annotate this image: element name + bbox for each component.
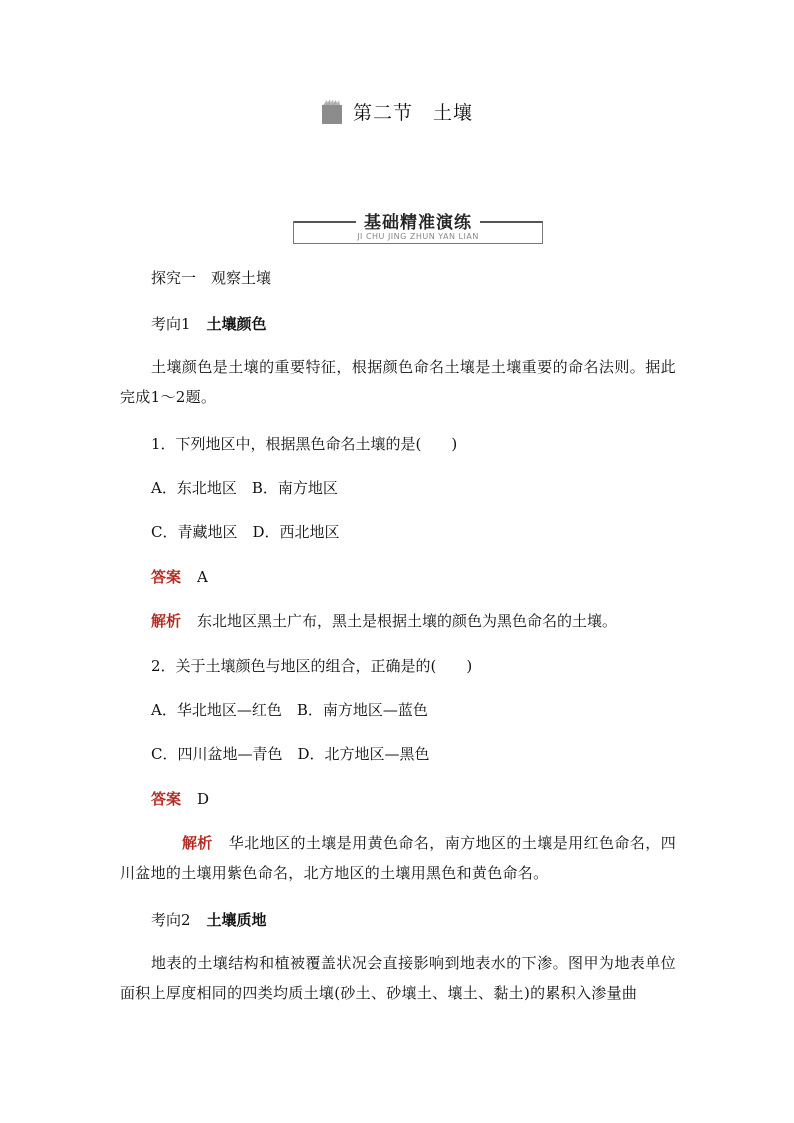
analysis-text: 华北地区的土壤是用黄色命名，南方地区的土壤是用红色命名，四川盆地的土壤用紫色命名，北方地区的土壤用黑色和黄色命名。 bbox=[120, 834, 676, 882]
answer-label: 答案 bbox=[151, 568, 182, 586]
question-1-options-ab: A．东北地区 B．南方地区 bbox=[151, 479, 338, 497]
question-1-analysis bbox=[151, 610, 676, 632]
question-1-stem: 1．下列地区中，根据黑色命名土壤的是( ) bbox=[151, 435, 458, 453]
answer-value: D bbox=[197, 790, 210, 808]
direction-1-heading bbox=[151, 313, 676, 335]
book-icon bbox=[321, 99, 343, 125]
direction-1-number: 考向1 bbox=[151, 315, 191, 333]
section-banner bbox=[293, 206, 543, 244]
banner-pinyin: JI CHU JING ZHUN YAN LIAN bbox=[357, 232, 479, 241]
direction-2-title: 土壤质地 bbox=[206, 911, 267, 929]
question-1-options-cd: C．青藏地区 D．西北地区 bbox=[151, 523, 340, 541]
answer-value: A bbox=[197, 568, 208, 586]
intro-paragraph-1: 土壤颜色是土壤的重要特征，根据颜色命名土壤是土壤重要的命名法则。据此完成1～2题。 bbox=[120, 358, 676, 406]
section-title bbox=[0, 98, 794, 129]
analysis-label: 解析 bbox=[182, 834, 213, 852]
page-title: 第二节 土壤 bbox=[352, 102, 474, 124]
analysis-text: 东北地区黑土广布，黑土是根据土壤的颜色为黑色命名的土壤。 bbox=[197, 612, 618, 630]
direction-2-heading bbox=[151, 909, 676, 931]
question-2-options-cd: C．四川盆地—青色 D．北方地区—黑色 bbox=[151, 745, 430, 763]
direction-2-number: 考向2 bbox=[151, 911, 191, 929]
question-2-options-ab: A．华北地区—红色 B．南方地区—蓝色 bbox=[151, 701, 428, 719]
question-2-stem: 2．关于土壤颜色与地区的组合，正确是的( ) bbox=[151, 657, 473, 675]
question-1-answer bbox=[151, 566, 676, 588]
inquiry-heading: 探究一 观察土壤 bbox=[151, 269, 272, 287]
analysis-label: 解析 bbox=[151, 612, 182, 630]
question-2-analysis bbox=[120, 828, 676, 888]
answer-label: 答案 bbox=[151, 790, 182, 808]
banner-title: 基础精准演练 bbox=[356, 213, 480, 233]
intro-paragraph-2: 地表的土壤结构和植被覆盖状况会直接影响到地表水的下渗。图甲为地表单位面积上厚度相同的四类均质土壤(砂土、砂壤土、壤土、黏土)的累积入渗量曲 bbox=[120, 954, 676, 1002]
direction-1-title: 土壤颜色 bbox=[206, 315, 267, 333]
question-2-answer bbox=[151, 788, 676, 810]
